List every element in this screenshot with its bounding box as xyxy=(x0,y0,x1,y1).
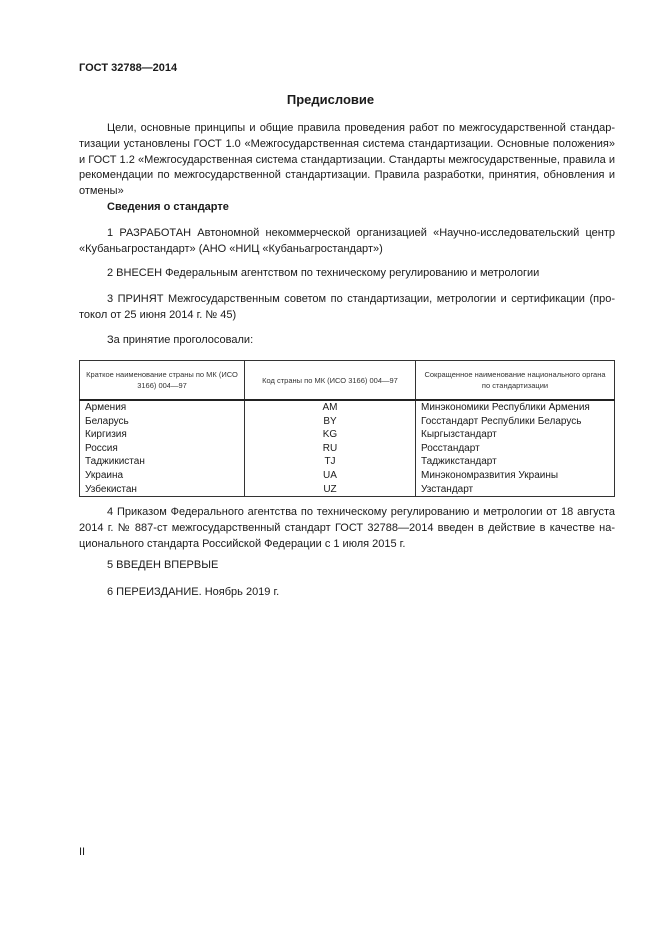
vote-intro: За принятие проголосовали: xyxy=(107,334,254,346)
table-row xyxy=(80,442,615,456)
table-row xyxy=(80,415,615,429)
table-header-row xyxy=(80,361,615,401)
country-name: Узбекистан xyxy=(80,483,245,497)
country-code: AM xyxy=(245,400,416,415)
country-name: Россия xyxy=(80,442,245,456)
table-row xyxy=(80,400,615,415)
header-country-name: Краткое наименование страны по МК (ИСО 3166) 004—97 xyxy=(80,361,245,401)
item-4-paragraph: 4 Приказом Федерального агентства по техническому регулированию и метрологии от 18 августа 2014 г. № 887-ст межгосударственный стандарт ГОСТ 32788—2014 введен в действие в качестве национального стандарта Российской Федерации с 1 июля 2015 г. xyxy=(79,506,615,550)
standards-body: Росстандарт xyxy=(416,442,615,456)
country-name: Украина xyxy=(80,469,245,483)
item-1-paragraph: 1 РАЗРАБОТАН Автономной некоммерческой организацией «Научно-исследовательский центр «Кубаньагростандарт» (АНО «НИЦ «Кубаньагростандарт») xyxy=(79,227,615,255)
page-title: Предисловие xyxy=(286,92,375,107)
standards-body: Кыргызстандарт xyxy=(416,428,615,442)
item-6-paragraph: 6 ПЕРЕИЗДАНИЕ. Ноябрь 2019 г. xyxy=(107,586,280,598)
country-code: UZ xyxy=(245,483,416,497)
table-row xyxy=(80,428,615,442)
country-code: RU xyxy=(245,442,416,456)
item-2-paragraph: 2 ВНЕСЕН Федеральным агентством по техническому регулированию и метрологии xyxy=(107,267,540,279)
country-name: Беларусь xyxy=(80,415,245,429)
table-row xyxy=(80,469,615,483)
table-row xyxy=(80,483,615,497)
header-country-code: Код страны по МК (ИСО 3166) 004—97 xyxy=(245,361,416,401)
voting-table xyxy=(79,360,615,497)
country-code: KG xyxy=(245,428,416,442)
country-code: BY xyxy=(245,415,416,429)
country-name: Армения xyxy=(80,400,245,415)
country-name: Киргизия xyxy=(80,428,245,442)
country-code: TJ xyxy=(245,455,416,469)
standards-body: Узстандарт xyxy=(416,483,615,497)
document-code: ГОСТ 32788—2014 xyxy=(79,62,178,74)
intro-paragraph: Цели, основные принципы и общие правила проведения работ по межгосударственной стандартизации установлены ГОСТ 1.0 «Межгосударственная система стандартизации. Основные положения» и ГОСТ 1.2 «Межгосударственная система стандартизации. Стандарты межгосударственные, правила и рекомендации по межгосударственной стандартизации. Правила разработки, принятия, обновления и отмены» xyxy=(79,122,615,198)
table-row xyxy=(80,455,615,469)
standards-body: Минэкономики Республики Армения xyxy=(416,400,615,415)
standards-body: Минэкономразвития Украины xyxy=(416,469,615,483)
section-heading: Сведения о стандарте xyxy=(107,201,229,213)
item-3-paragraph: 3 ПРИНЯТ Межгосударственным советом по стандартизации, метрологии и сертификации (протокол от 25 июня 2014 г. № 45) xyxy=(79,293,615,321)
standards-body: Таджикстандарт xyxy=(416,455,615,469)
country-code: UA xyxy=(245,469,416,483)
page-number: II xyxy=(79,846,86,858)
item-5-paragraph: 5 ВВЕДЕН ВПЕРВЫЕ xyxy=(107,559,219,571)
standards-body: Госстандарт Республики Беларусь xyxy=(416,415,615,429)
header-standards-body: Сокращенное наименование национального органа по стандартизации xyxy=(416,361,615,401)
country-name: Таджикистан xyxy=(80,455,245,469)
